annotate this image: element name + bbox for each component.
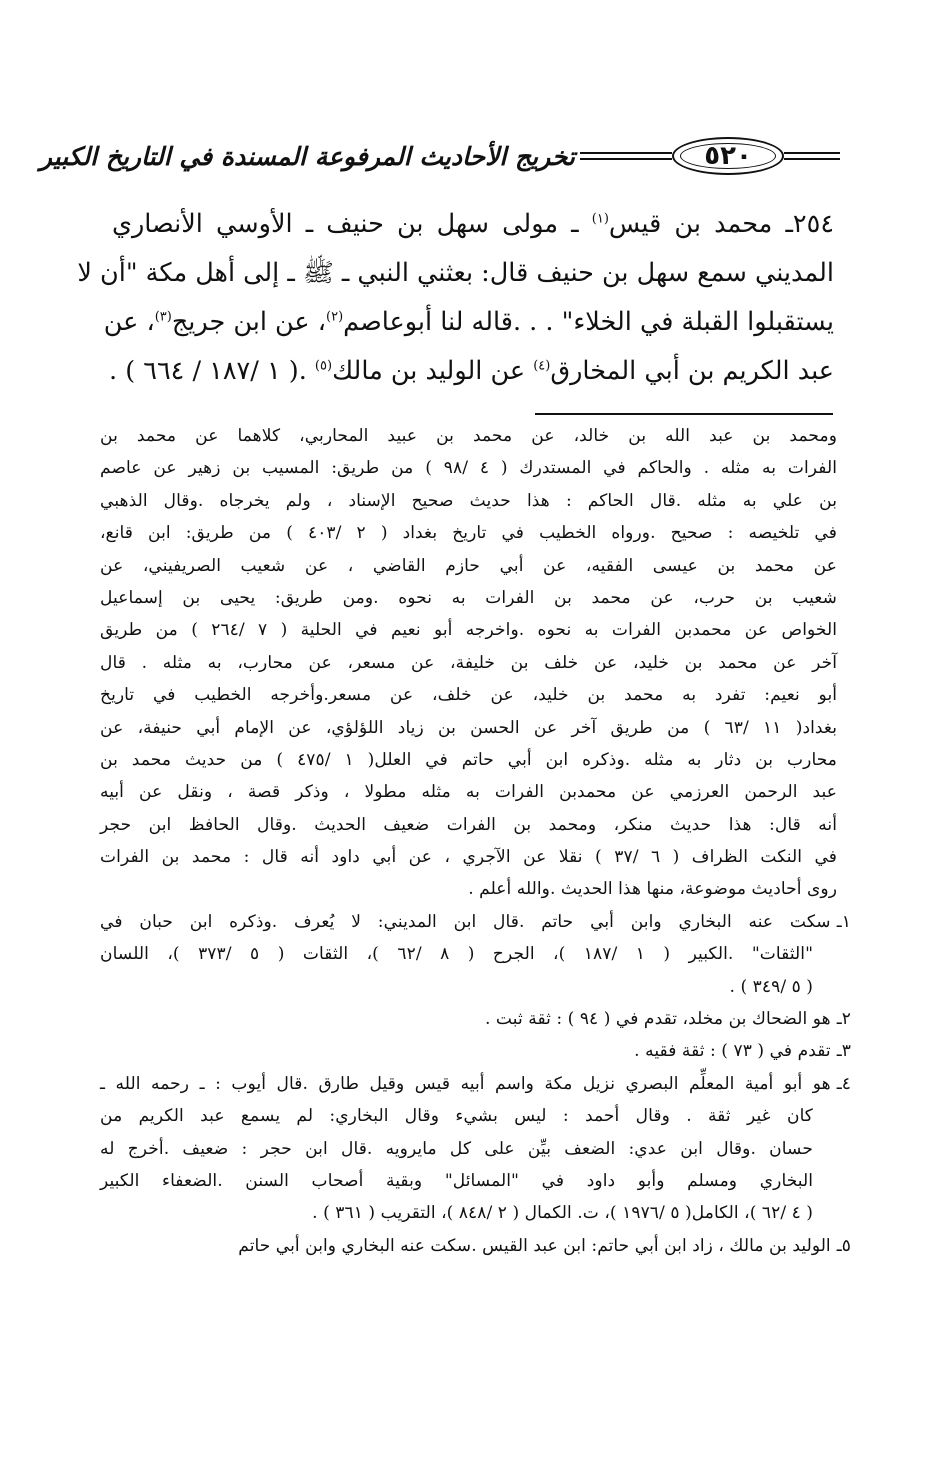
footnote-4: ٤ـهو أبو أمية المعلِّم البصري نزيل مكة واسم أبيه قيس وقيل طارق .قال أيوب : ـ رحمه الله ـ [100,1068,851,1100]
footnote-ref: (٤) [533,358,551,374]
footnote-line: عبد الرحمن العرزمي عن محمدبن الفرات به مثله مطولا ، وذكر قصة ، ونقل عن أبيه [100,782,837,803]
footnote-2: ٢ـهو الضحاك بن مخلد، تقدم في ( ٩٤ ) : ثقة ثبت . [100,1003,851,1035]
main-line: المديني سمع سهل بن حنيف قال: بعثني النبي ـ ﷺ ـ إلى أهل مكة "أن لا [77,258,834,288]
footnote-line: حسان .وقال ابن عدي: الضعف بيِّن على كل مايرويه .قال ابن حجر : ضعيف .أخرج له [100,1138,813,1159]
footnote-5: ٥ـالوليد بن مالك ، زاد ابن أبي حاتم: ابن عبد القيس .سكت عنه البخاري وابن أبي حاتم [100,1230,851,1262]
header-rule-middle [580,152,672,154]
footnotes [100,420,851,1262]
footnote-separator [535,413,833,415]
footnote-line: ومحمد بن عبد الله بن خالد، عن محمد بن عبيد المحاربي، كلاهما عن محمد بن [100,426,837,446]
page-number-badge [672,137,784,175]
main-line: يستقبلوا القبلة في الخلاء" . . .قاله لنا أبوعاصم$^{(٢)}$، عن ابن جريج$^{(٣)}$، عن [103,307,834,337]
footnote-line: في النكت الظراف ( ٦ /٣٧ ) نقلا عن الآجري ، عن أبي داود أنه قال : محمد بن الفرات [100,847,837,868]
footnote-line: روى أحاديث موضوعة، منها هذا الحديث .والله أعلم . [468,879,837,900]
footnote-3: ٣ـتقدم في ( ٧٣ ) : ثقة فقيه . [100,1035,851,1067]
main-line: عبد الكريم بن أبي المخارق$^{(٤)}$ عن الوليد بن مالك$^{(٥)}$ .( ١ /١٨٧ / ٦٦٤ ) . [108,356,834,386]
footnote-line: ( ٥ /٣٤٩ ) . [729,976,813,997]
footnote-ref: (٣) [154,309,172,325]
footnote-1: ١ـسكت عنه البخاري وابن أبي حاتم .قال ابن المديني: لا يُعرف .وذكره ابن حبان في [100,906,851,938]
footnote-line: آخر عن محمد بن خليد، عن خلف بن خليفة، عن مسعر، عن محارب، به مثله . قال [100,652,837,673]
footnote-number: ٥ـ [836,1235,851,1256]
main-line: ٢٥٤ـ محمد بن قيس$^{(١)}$ ـ مولى سهل بن حنيف ـ الأوسي الأنصاري [112,209,835,239]
footnote-line: عن محمد بن عيسى الفقيه، عن أبي حازم القاضي ، عن شعيب الصريفيني، عن [100,555,837,576]
footnote-line: في تلخيصه : صحيح .ورواه الخطيب في تاريخ بغداد ( ٢ /٤٠٣ ) من طريق: ابن قانع، [100,523,837,544]
header-rule-right [784,152,840,154]
footnote-number: ١ـ [836,911,851,932]
footnote-line: الفرات به مثله . والحاكم في المستدرك ( ٤ /٩٨ ) من طريق: المسيب بن زهير عن عاصم [100,458,837,479]
footnote-number: ٣ـ [836,1041,851,1062]
footnote-ref: (١) [591,211,609,227]
footnote-line: بن علي به مثله .قال الحاكم : هذا حديث صحيح الإسناد ، ولم يخرجاه .وقال الذهبي [100,490,837,511]
footnote-line: ( ٤ /٦٢ )، الكامل( ٥ /١٩٧٦ )، ت. الكمال ( ٢ /٨٤٨ )، التقريب ( ٣٦١ ) . [312,1203,813,1224]
footnote-line: "الثقات" .الكبير ( ١ /١٨٧ )، الجرح ( ٨ /٦٢ )، الثقات ( ٥ /٣٧٣ )، اللسان [100,944,813,965]
header-rule-right-2 [784,158,840,160]
footnote-line: كان غير ثقة . وقال أحمد : ليس بشيء وقال البخاري: لم يسمع عبد الكريم من [100,1106,813,1127]
footnote-ref: (٢) [326,309,344,325]
footnote-number: ٤ـ [836,1073,851,1094]
footnote-line: البخاري ومسلم وأبو داود في "المسائل" وبقية أصحاب السنن .الضعفاء الكبير [100,1170,813,1191]
page-number: ٥٢٠ [704,141,752,171]
footnote-number: ٢ـ [836,1009,851,1030]
footnote-line: محارب بن دثار به مثله .وذكره ابن أبي حاتم في العلل( ١ /٤٧٥ ) من حديث محمد بن [100,749,837,770]
footnote-line: بغداد( ١١ /٦٣ ) من طريق آخر عن الحسن بن زياد اللؤلؤي، عن الإمام أبي حنيفة، عن [100,717,837,738]
footnote-ref: (٥) [314,358,333,374]
header-rule-middle-2 [580,158,672,160]
footnote-line: أنه قال: هذا حديث منكر، ومحمد بن الفرات ضعيف الحديث .وقال الحافظ ابن حجر [100,814,837,835]
running-title: تخريج الأحاديث المرفوعة المسندة في التاريخ الكبير [39,142,575,171]
footnote-line: شعيب بن حرب، عن محمد بن الفرات به نحوه .ومن طريق: يحيى بن إسماعيل [100,587,837,608]
footnote-line: أبو نعيم: تفرد به محمد بن خليد، عن خلف، عن مسعر.وأخرجه الخطيب في تاريخ [100,685,837,706]
footnote-line: الخواص عن محمدبن الفرات به نحوه .واخرجه أبو نعيم في الحلية ( ٧ /٢٦٤ ) من طريق [100,620,837,641]
main-text [77,200,835,396]
